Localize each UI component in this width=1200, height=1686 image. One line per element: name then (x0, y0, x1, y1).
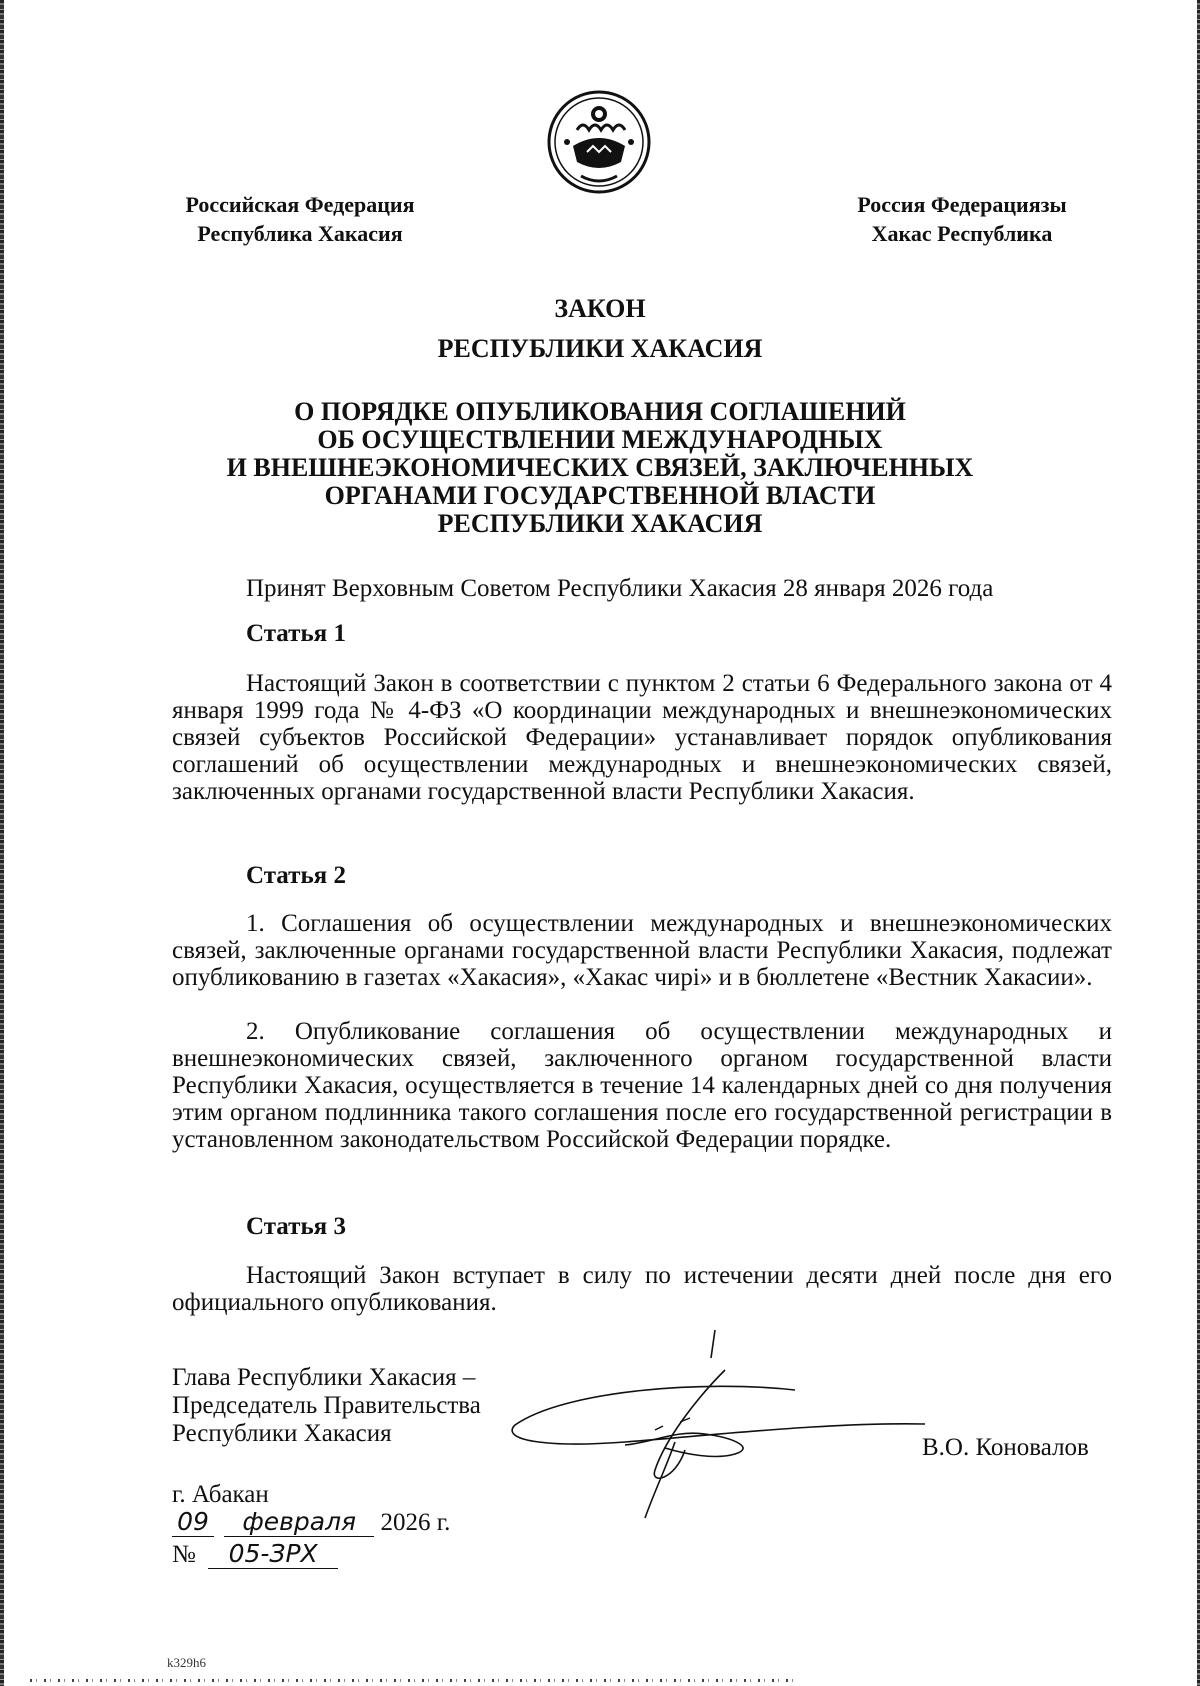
article-2-paragraph-1: 1. Соглашения об осуществлении международных и внешнеэкономических связей, заключенные органами государственной власти Республики Хакасия, подлежат опубликованию в газетах «Хакасия», «Хакас чирi» и в бюллетене «Вестник Хакасии». (172, 910, 1112, 991)
header-right-line: Россия Федерациязы (857, 192, 1067, 217)
signing-date (172, 1508, 450, 1537)
header-right (832, 190, 1092, 248)
handwritten-number: 05-ЗРХ (208, 1540, 338, 1569)
article-1-title: Статья 1 (246, 620, 346, 647)
law-heading-line: РЕСПУБЛИКИ ХАКАСИЯ (437, 509, 763, 538)
signatory-position-line: Республики Хакасия (172, 1420, 392, 1447)
scan-bottom-noise (30, 1679, 800, 1682)
header-right-line: Хакас Республика (871, 221, 1053, 246)
law-heading-line: О ПОРЯДКЕ ОПУБЛИКОВАНИЯ СОГЛАШЕНИЙ (294, 397, 906, 426)
signatory-position-line: Председатель Правительства (172, 1392, 481, 1419)
header-left-line: Российская Федерация (185, 192, 415, 217)
date-year: 2026 г. (380, 1509, 451, 1536)
article-3-title: Статья 3 (246, 1213, 346, 1240)
coat-of-arms-icon (547, 90, 651, 194)
law-heading (180, 398, 1020, 538)
article-3-paragraph: Настоящий Закон вступает в силу по истечении десяти дней после дня его официального опубликования. (172, 1262, 1112, 1316)
header-left-line: Республика Хакасия (197, 221, 403, 246)
scan-edge-left (0, 0, 4, 1686)
handwritten-day: 09 (172, 1508, 214, 1537)
law-heading-line: ОБ ОСУЩЕСТВЛЕНИИ МЕЖДУНАРОДНЫХ (317, 425, 883, 454)
law-heading-line: И ВНЕШНЕЭКОНОМИЧЕСКИХ СВЯЗЕЙ, ЗАКЛЮЧЕННЫХ (226, 453, 974, 482)
handwritten-signature (505, 1330, 945, 1520)
law-number (172, 1540, 338, 1569)
law-heading-line: ОРГАНАМИ ГОСУДАРСТВЕННОЙ ВЛАСТИ (324, 481, 876, 510)
article-1-paragraph: Настоящий Закон в соответствии с пунктом 2 статьи 6 Федерального закона от 4 января 1999 года № 4-ФЗ «О координации международных и внешнеэкономических связей субъектов Российской Федерации» устанавливает порядок опубликования соглашений об осуществлении международных и внешнеэкономических связей, заключенных органами государственной власти Республики Хакасия. (172, 670, 1112, 805)
document-code: k329h6 (167, 1655, 206, 1670)
number-sign: № (172, 1541, 196, 1568)
signatory-name: В.О. Коновалов (922, 1434, 1089, 1461)
adoption-note: Принят Верховным Советом Республики Хакасия 28 января 2026 года (246, 575, 994, 602)
article-2-paragraph-2: 2. Опубликование соглашения об осуществлении международных и внешнеэкономических связей, заключенного органом государственной власти Республики Хакасия, осуществляется в течение 14 календарных дней со дня получения этим органом подлинника такого соглашения после его государственной регистрации в установленном законодательством Российской Федерации порядке. (172, 1018, 1112, 1153)
doc-republic-title: РЕСПУБЛИКИ ХАКАСИЯ (437, 334, 763, 363)
header-left (170, 190, 430, 248)
signatory-position (172, 1364, 481, 1448)
doc-type-title: ЗАКОН (554, 294, 646, 323)
handwritten-month: февраля (224, 1508, 374, 1537)
signatory-position-line: Глава Республики Хакасия – (172, 1364, 476, 1391)
article-2-title: Статья 2 (246, 862, 346, 889)
place-of-signing: г. Абакан (172, 1481, 269, 1508)
